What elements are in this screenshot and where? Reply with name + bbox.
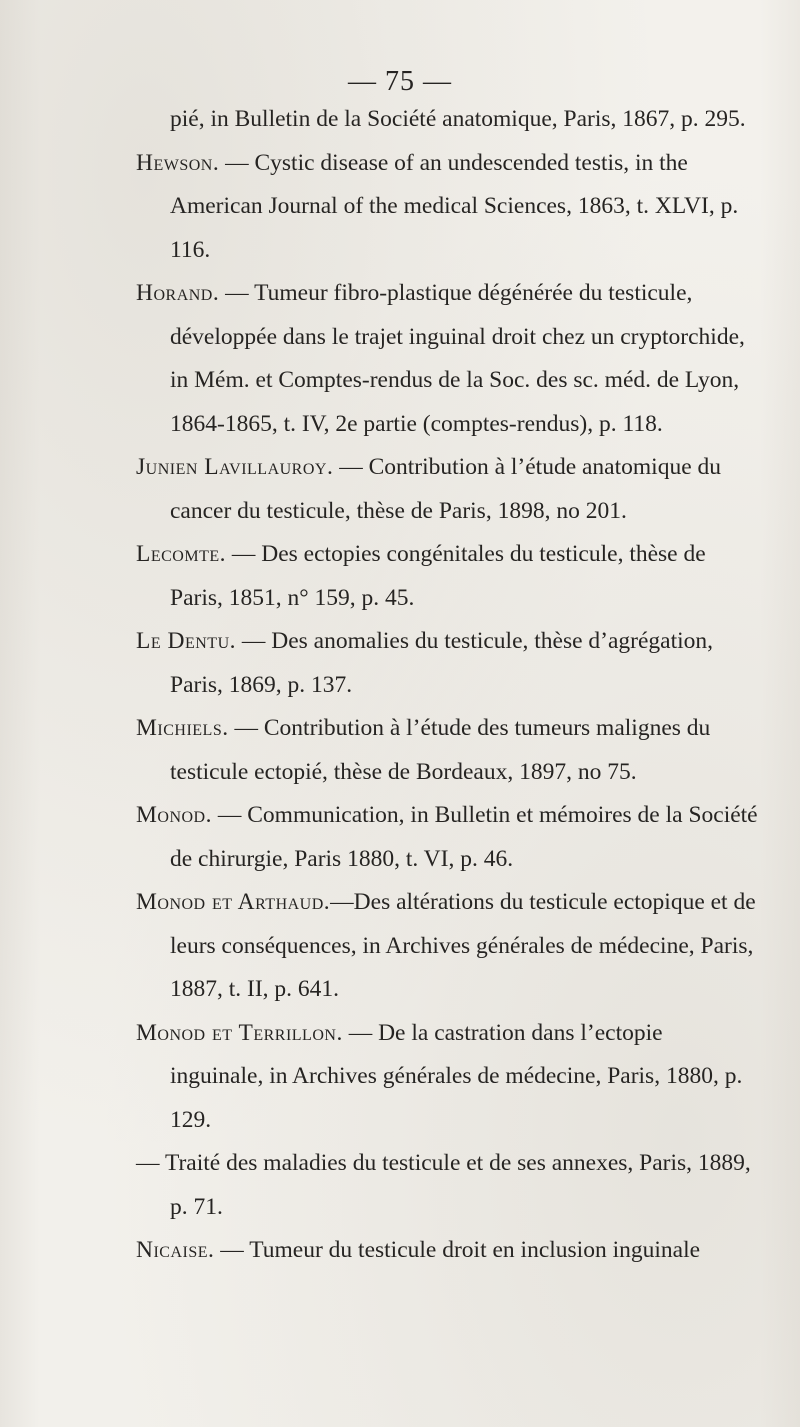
bibliography-list xyxy=(136,98,758,1273)
entry-text: — Cystic disease of an undescended testis, in the American Journal of the medical Sciences, 1863, t. XLVI, p. 116. xyxy=(170,149,739,263)
entry-text: —Des altérations du testicule ectopique et de leurs conséquences, in Archives générales de médecine, Paris, 1887, t. II, p. 641. xyxy=(170,889,756,1002)
bibliography-entry xyxy=(136,1229,758,1273)
entry-author: Le Dentu. xyxy=(136,628,237,654)
entry-text: — Tumeur fibro-plastique dégénérée du testicule, développée dans le trajet inguinal droit chez un cryptorchide, in Mém. et Comptes-rendus de la Soc. des sc. méd. de Lyon, 1864-1865, t. IV, 2e partie (comptes-rendus), p. 118. xyxy=(170,280,745,437)
entry-author: Nicaise. xyxy=(136,1237,215,1263)
entry-author: Monod et Arthaud. xyxy=(136,889,331,915)
bibliography-entry xyxy=(136,533,758,620)
entry-text: — De la castration dans l’ectopie inguinale, in Archives générales de médecine, Paris, 1880, p. 129. xyxy=(170,1019,743,1133)
entry-text: — Des ectopies congénitales du testicule, thèse de Paris, 1851, n° 159, p. 45. xyxy=(170,541,706,611)
bibliography-entry xyxy=(136,707,758,794)
entry-text: — Contribution à l’étude des tumeurs malignes du testicule ectopié, thèse de Bordeaux, 1897, no 75. xyxy=(170,715,711,785)
entry-author: Hewson. xyxy=(136,149,220,176)
entry-author: Lecomte. xyxy=(136,541,227,567)
bibliography-entry xyxy=(136,1142,758,1229)
bibliography-entry xyxy=(136,620,758,707)
entry-text: — Contribution à l’étude anatomique du cancer du testicule, thèse de Paris, 1898, no 201. xyxy=(170,454,721,524)
entry-author: Horand. xyxy=(136,280,220,306)
entry-author: Junien Lavillauroy. xyxy=(136,454,334,480)
bibliography-entry xyxy=(136,1012,758,1143)
bibliography-entry xyxy=(136,446,758,533)
entry-text: — Communication, in Bulletin et mémoires de la Société de chirurgie, Paris 1880, t. VI, p. 46. xyxy=(170,802,758,872)
entry-text: — Tumeur du testicule droit en inclusion inguinale xyxy=(214,1237,701,1263)
entry-author: Michiels. xyxy=(136,715,229,741)
entry-text: — Des anomalies du testicule, thèse d’agrégation, Paris, 1869, p. 137. xyxy=(170,628,714,698)
bibliography-entry xyxy=(136,272,758,446)
entry-author: Monod. xyxy=(136,802,212,828)
entry-text: pié, in Bulletin de la Société anatomique, Paris, 1867, p. 295. xyxy=(170,106,746,132)
bibliography-entry xyxy=(136,142,758,273)
entry-text: — Traité des maladies du testicule et de ses annexes, Paris, 1889, p. 71. xyxy=(136,1150,751,1220)
bibliography-entry xyxy=(136,881,758,1012)
bibliography-entry xyxy=(136,98,758,142)
bibliography-entry xyxy=(136,794,758,881)
page-number: — 75 — xyxy=(348,66,452,97)
entry-author: Monod et Terrillon. xyxy=(136,1019,343,1046)
